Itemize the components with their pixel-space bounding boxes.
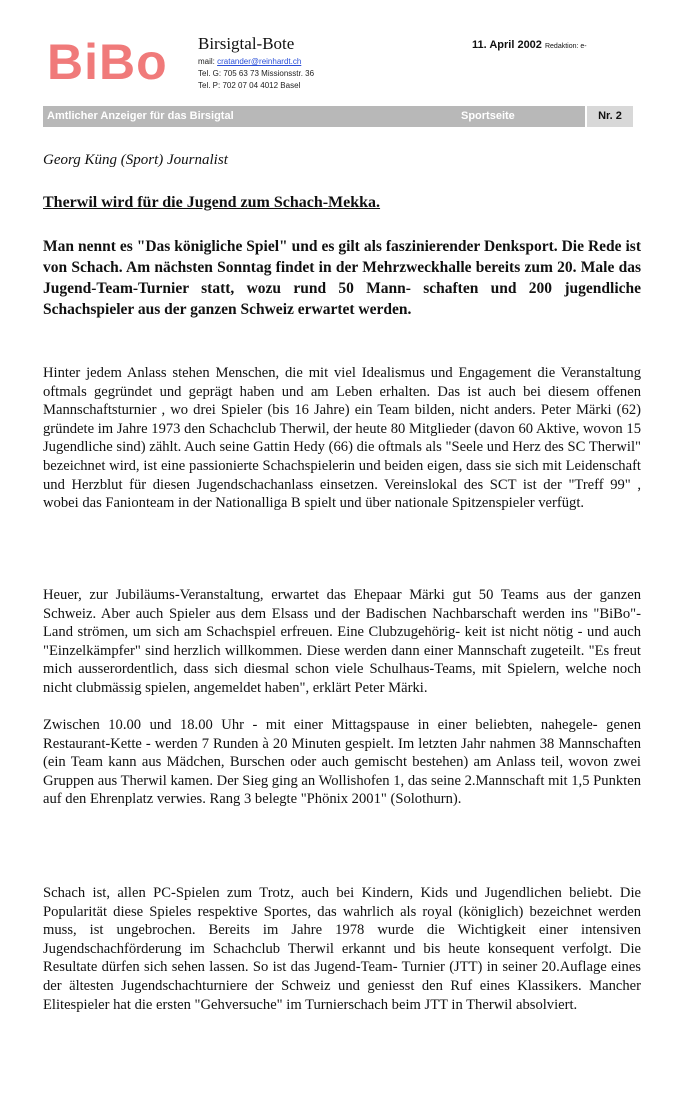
banner-section: Sportseite	[461, 110, 515, 122]
mail-line	[198, 57, 301, 67]
issue-date-line	[472, 39, 587, 51]
banner-subtitle: Amtlicher Anzeiger für das Birsigtal	[47, 110, 234, 122]
article-paragraph-4: Schach ist, allen PC-Spielen zum Trotz, auch bei Kindern, Kids und Jugendlichen beliebt. Die Popularität diese Spieles respektive Sportes, das wahrlich als royal (königlich) bezeichnet werden muss, ist ungebrochen. Bereits im Jahre 1978 wurde die Wichtigkeit einer intensiven Jugendschachförderung im Schachclub Therwil erkannt und bis heute konsequent verfolgt. Die Resultate dürfen sich sehen lassen. So ist das Jugend-Team- Turnier (JTT) in seiner 20.Auflage eines der ältesten Jugendschachturniere der Schweiz und geniesst den Ruf eines Klassikers. Mancher Elitespieler hat die ersten "Gehversuche" im Turnierschach beim JTT in Therwil absolviert.	[43, 885, 641, 1013]
article-paragraph-1: Hinter jedem Anlass stehen Menschen, die mit viel Idealismus und Engagement die Veranstaltung oftmals gegründet und geprägt haben und am Leben erhalten. Das ist auch bei diesem offenen Mannschaftsturnier , wo drei Spieler (bis 16 Jahre) ein Team bilden, nicht anders. Peter Märki (62) gründete im Jahre 1973 den Schachclub Therwil, der heute 80 Mitglieder (davon 60 Aktive, wovon 15 Jugendliche sind) zählt. Auch seine Gattin Hedy (66) die oftmals als "Seele und Herz des SC Therwil" bezeichnet wird, ist eine passionierte Schachspielerin und beiden eigen, dass sie sich mit Leidenschaft und Herzblut für diesen Jugendschachanlass einsetzen. Vereinslokal des SCT ist der "Treff 99" , wobei das Fanionteam in der Nationalliga B spielt und über nationale Spitzenspieler verfügt.	[43, 365, 641, 512]
article-author: Georg Küng (Sport) Journalist	[43, 152, 228, 168]
issue-date: 11. April 2002	[472, 39, 542, 51]
article-lead: Man nennt es "Das königliche Spiel" und es gilt als faszinierender Denksport. Die Rede ist von Schach. Am nächsten Sonntag findet in der Mehrzweckhalle bereits zum 20. Male das Jugend-Team-Turnier statt, wozu rund 50 Mann- schaften und 200 jugendliche Schachspieler aus der ganzen Schweiz erwartet werden.	[43, 238, 641, 318]
redaktion-label: Redaktion: e-	[544, 43, 587, 50]
article-paragraph-2: Heuer, zur Jubiläums-Veranstaltung, erwartet das Ehepaar Märki gut 50 Teams aus der ganzen Schweiz. Aber auch Spieler aus dem Elsass und der Badischen Nachbarschaft werden ins "BiBo"-Land strömen, um sich am Schachspiel erfreuen. Eine Clubzugehörig- keit ist nicht nötig - und auch "Einzelkämpfer" sind herzlich willkommen. Diese werden dann einer Mannschaft zugeteilt. "Es freut mich ausserordentlich, dass sich diesmal schon viele Schulhaus-Teams, mit Spielern, welche noch nicht clubmässig spielen, angemeldet haben", erklärt Peter Märki.	[43, 587, 641, 696]
mail-link[interactable]: cratander@reinhardt.ch	[217, 57, 302, 66]
mail-label: mail:	[198, 57, 215, 66]
article-paragraph-3: Zwischen 10.00 und 18.00 Uhr - mit einer Mittagspause in einer beliebten, nahegele- genen Restaurant-Kette - werden 7 Runden à 20 Minuten gespielt. Im letzten Jahr nahmen 38 Mannschaften (ein Team kann aus Mädchen, Burschen oder auch gemischt bestehen) am Anlass teil, wovon zwei Gruppen aus Therwil kamen. Der Sieg ging an Wollishofen 1, das seine 2.Mannschaft mit 1,5 Punkten auf den Ehrenplatz verwies. Rang 3 belegte "Phönix 2001" (Solothurn).	[43, 717, 641, 808]
bibo-logo: BiBo	[47, 34, 168, 90]
issue-number: Nr. 2	[585, 106, 633, 127]
tel-business: Tel. G: 705 63 73 Missionsstr. 36	[198, 69, 315, 78]
article-title: Therwil wird für die Jugend zum Schach-Mekka.	[43, 194, 381, 211]
tel-private: Tel. P: 702 07 04 4012 Basel	[198, 81, 301, 90]
publication-name: Birsigtal-Bote	[198, 34, 295, 53]
